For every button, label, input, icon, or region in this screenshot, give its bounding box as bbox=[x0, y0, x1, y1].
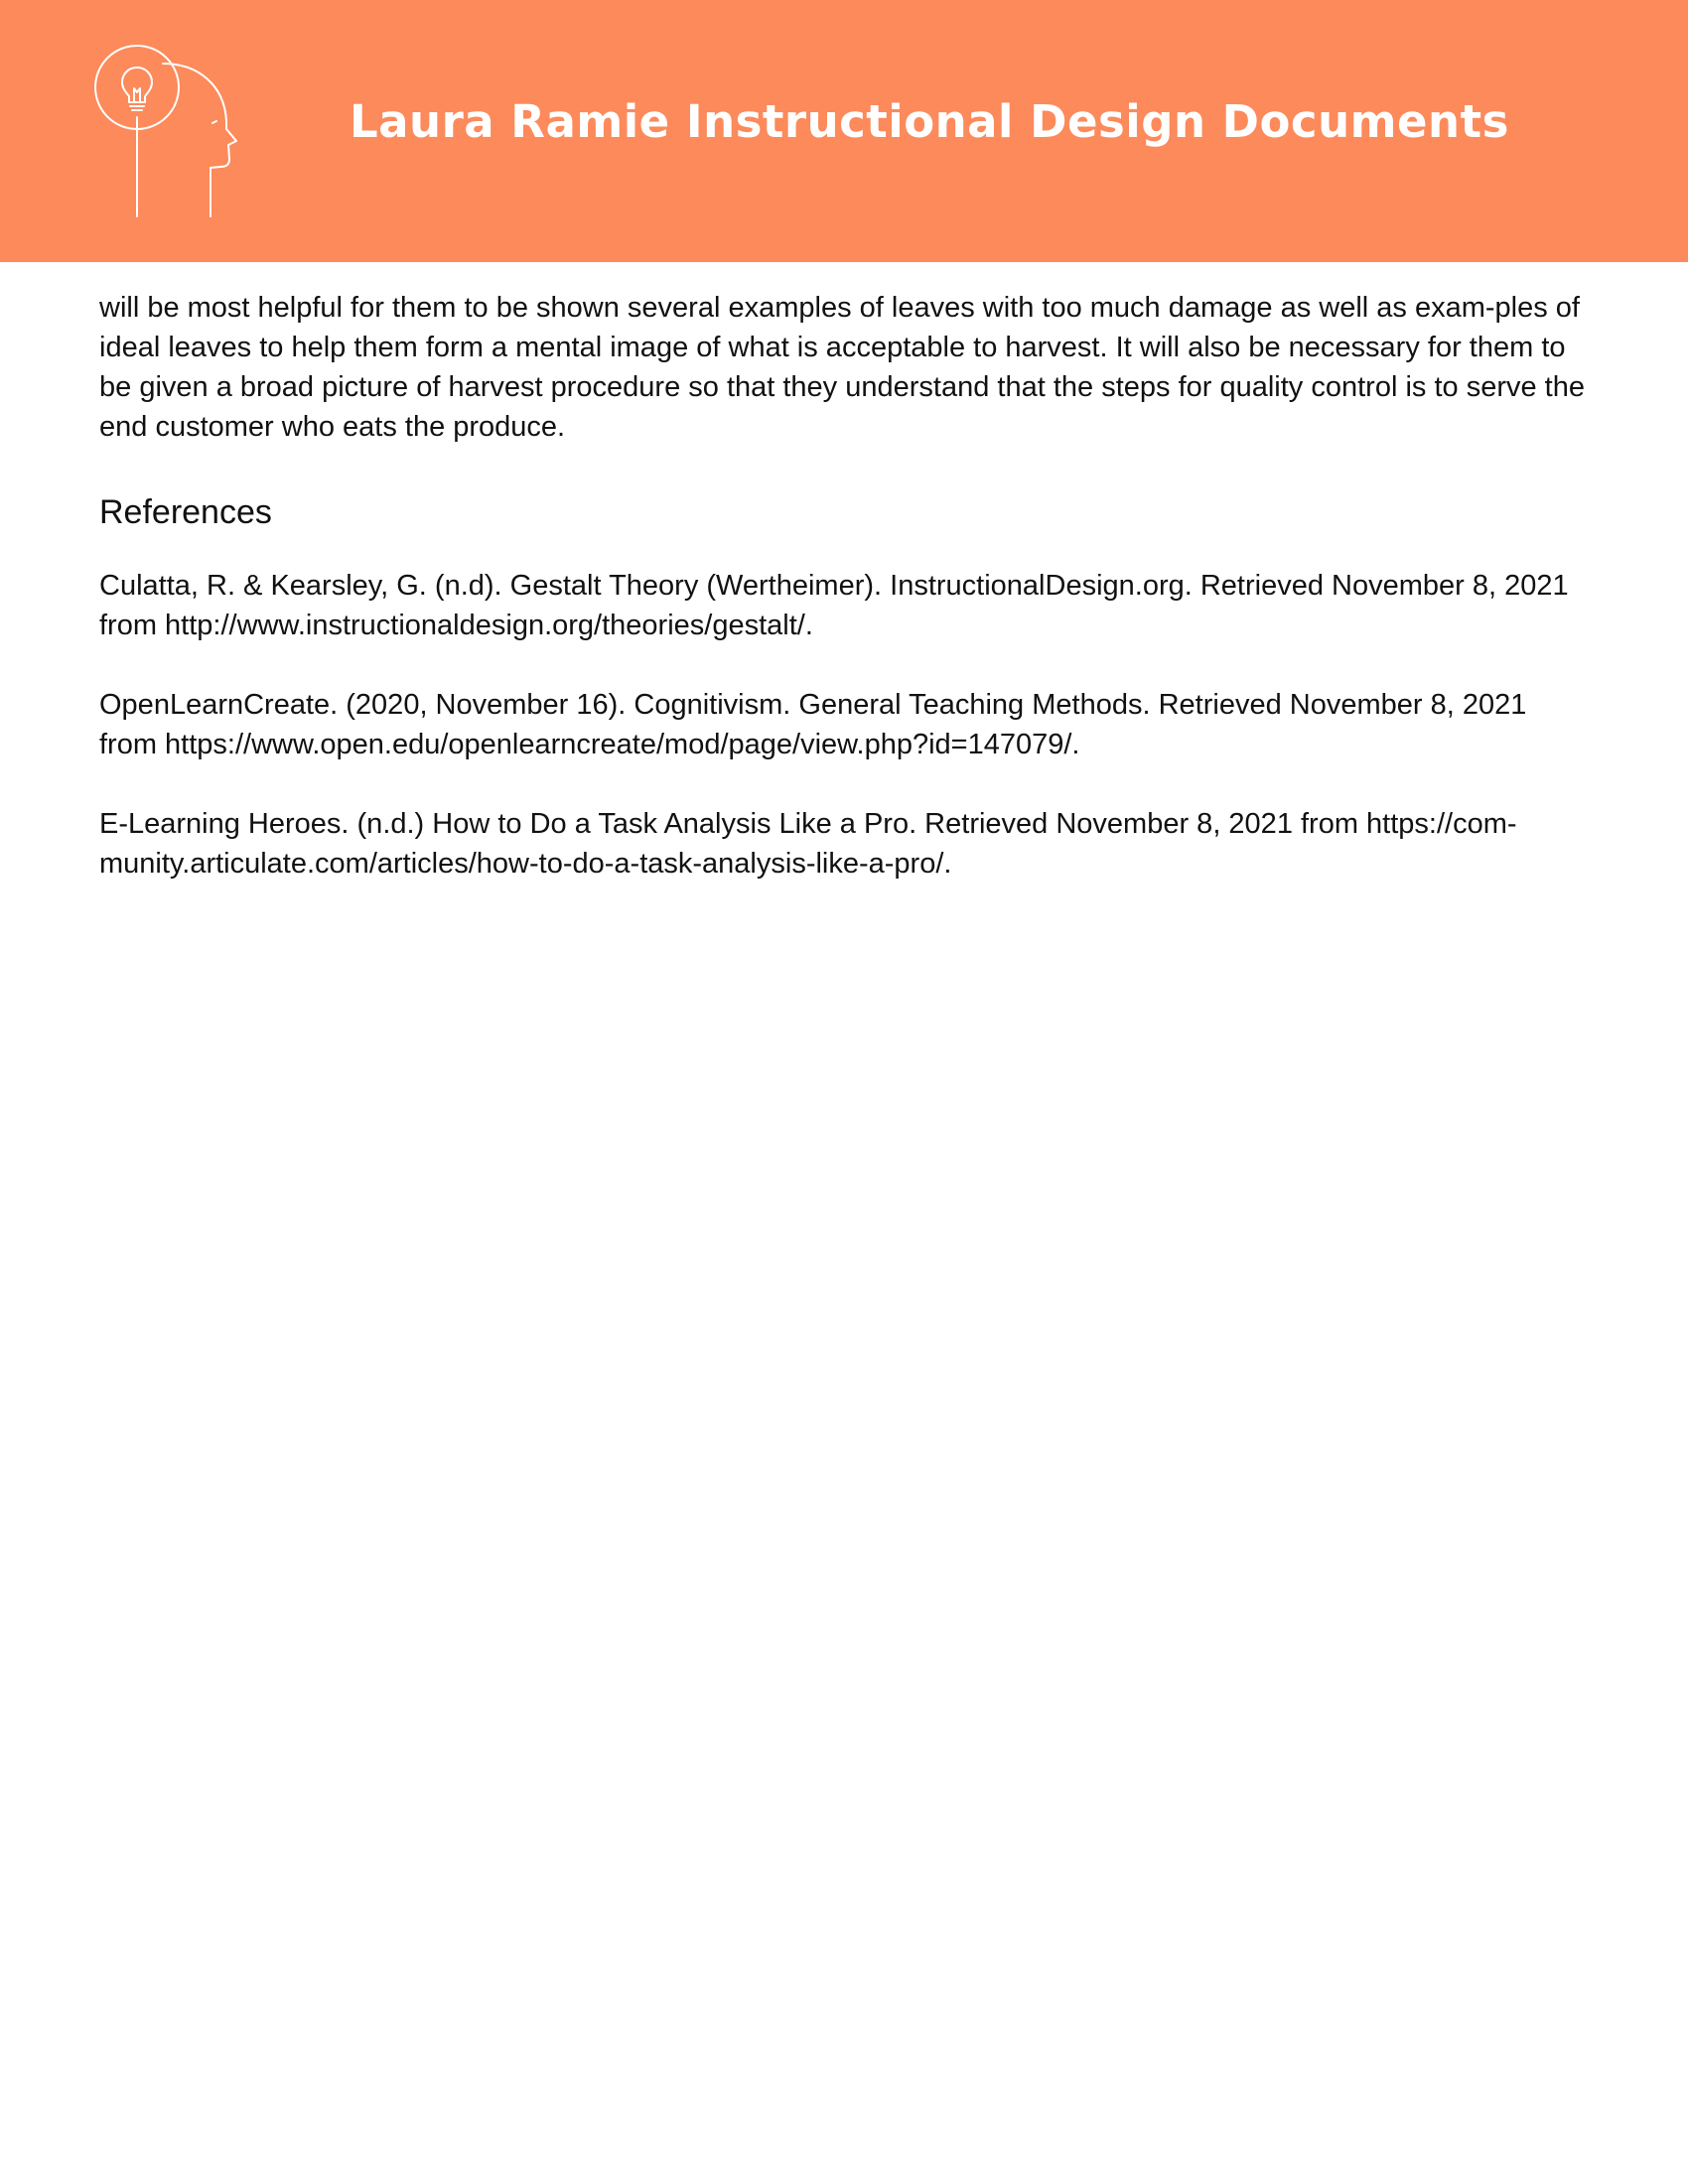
reference-item: Culatta, R. & Kearsley, G. (n.d). Gestalt Theory (Wertheimer). InstructionalDesign.org. Retrieved November 8, 2021 from http://www.instructionaldesign.org/theories/gestalt/. bbox=[99, 570, 1569, 641]
document-title: Laura Ramie Instructional Design Documents bbox=[350, 95, 1509, 148]
page-content bbox=[99, 288, 1589, 923]
references-list bbox=[99, 566, 1589, 884]
page-header bbox=[0, 0, 1688, 262]
references-heading: References bbox=[99, 493, 272, 531]
head-lightbulb-icon bbox=[91, 42, 240, 220]
reference-item: OpenLearnCreate. (2020, November 16). Cognitivism. General Teaching Methods. Retrieved November 8, 2021 from https://www.open.edu/openlearncreate/mod/page/view.php?id=147079/. bbox=[99, 689, 1527, 760]
reference-item: E-Learning Heroes. (n.d.) How to Do a Task Analysis Like a Pro. Retrieved November 8, 2021 from https://com-munity.articulate.com/articles/how-to-do-a-task-analysis-like-a-pro/. bbox=[99, 808, 1517, 880]
body-paragraph: will be most helpful for them to be shown several examples of leaves with too much damage as well as exam-ples of ideal leaves to help them form a mental image of what is acceptable to harvest. It will also be necessary for them to be given a broad picture of harvest procedure so that they understand that the steps for quality control is to serve the end customer who eats the produce. bbox=[99, 292, 1585, 443]
